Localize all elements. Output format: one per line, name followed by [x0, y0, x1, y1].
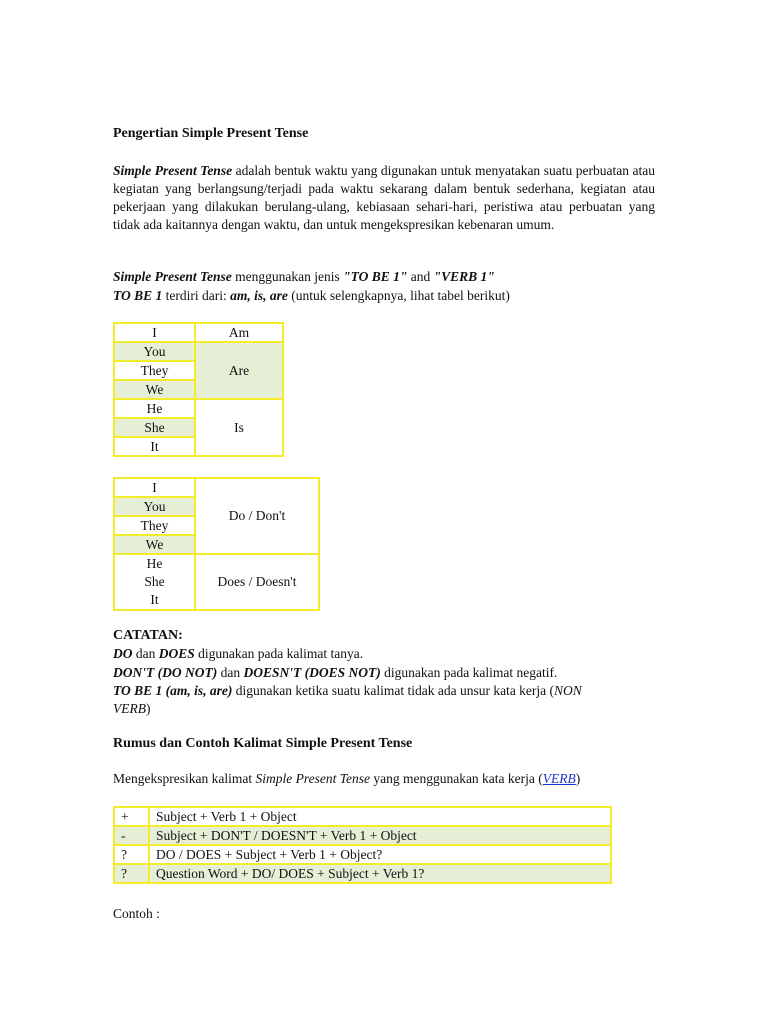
- tobe-mid: terdiri dari:: [162, 288, 231, 303]
- pronoun-it: It: [150, 592, 159, 607]
- to-be-table: [113, 322, 284, 457]
- uses-and: and: [407, 269, 434, 284]
- rumus-row-wh-question: [114, 864, 611, 883]
- rumus-formula: Question Word + DO/ DOES + Subject + Verb 1?: [149, 864, 611, 883]
- catatan-does: DOES: [158, 646, 195, 661]
- uses-tobe: "TO BE 1": [343, 269, 408, 284]
- rumus-row-question: [114, 845, 611, 864]
- pronoun-i: I: [114, 323, 195, 342]
- verb-link[interactable]: VERB: [542, 771, 576, 786]
- pronoun-they: They: [114, 361, 195, 380]
- catatan-l1-tail: digunakan pada kalimat tanya.: [194, 646, 364, 661]
- uses-line: [113, 268, 495, 286]
- catatan-dan: dan: [217, 665, 244, 680]
- pronoun-he: He: [146, 556, 163, 571]
- pronoun-you: You: [114, 342, 195, 361]
- rumus-formula: Subject + DON'T / DOESN'T + Verb 1 + Object: [149, 826, 611, 845]
- pronoun-he: He: [114, 399, 195, 418]
- pronoun-we: We: [114, 380, 195, 399]
- catatan-title: CATATAN:: [113, 628, 183, 643]
- catatan-do: DO: [113, 646, 133, 661]
- to-be-is: Is: [195, 399, 283, 456]
- tobe-tail: (untuk selengkapnya, lihat tabel berikut): [287, 288, 510, 303]
- heading-rumus: Rumus dan Contoh Kalimat Simple Present Tense: [113, 736, 413, 751]
- rumus-sign: ?: [114, 845, 149, 864]
- tobe-term: TO BE 1: [113, 288, 163, 303]
- express-c: ): [575, 771, 581, 786]
- pronoun-it: It: [114, 437, 195, 456]
- do-does-table: [113, 477, 320, 611]
- pronoun-she: She: [144, 574, 165, 589]
- tobe-forms: am, is, are: [230, 288, 288, 303]
- catatan-verb: VERB: [113, 701, 146, 716]
- pronoun-she: She: [114, 418, 195, 437]
- uses-term: Simple Present Tense: [113, 269, 232, 284]
- catatan-line-3: [113, 682, 655, 718]
- rumus-table: [113, 806, 612, 884]
- catatan-l2-tail: digunakan pada kalimat negatif.: [380, 665, 558, 680]
- to-be-are: Are: [195, 342, 283, 399]
- catatan-close: ): [146, 701, 151, 716]
- express-a: Mengekspresikan kalimat: [113, 771, 256, 786]
- catatan-doesnt: DOESN'T (DOES NOT): [243, 665, 381, 680]
- catatan-dont: DON'T (DO NOT): [113, 665, 218, 680]
- rumus-sign: -: [114, 826, 149, 845]
- rumus-formula: Subject + Verb 1 + Object: [149, 807, 611, 826]
- heading-pengertian: Pengertian Simple Present Tense: [113, 126, 309, 141]
- catatan-non: NON: [554, 683, 582, 698]
- do-dont: Do / Don't: [195, 478, 319, 554]
- catatan-line-2: [113, 664, 557, 682]
- catatan-tobe: TO BE 1 (am, is, are): [113, 683, 233, 698]
- pronoun-we: We: [114, 535, 195, 554]
- contoh-label: Contoh :: [113, 906, 160, 921]
- does-doesnt: Does / Doesn't: [195, 554, 319, 610]
- pronouns-he-she-it: [114, 554, 195, 610]
- rumus-formula: DO / DOES + Subject + Verb 1 + Object?: [149, 845, 611, 864]
- rumus-row-negative: [114, 826, 611, 845]
- pronoun-you: You: [114, 497, 195, 516]
- express-b: yang menggunakan kata kerja (: [369, 771, 543, 786]
- express-term: Simple Present Tense: [255, 771, 370, 786]
- uses-mid: menggunakan jenis: [231, 269, 344, 284]
- uses-verb: "VERB 1": [433, 269, 495, 284]
- intro-paragraph: [113, 162, 655, 234]
- rumus-sign: +: [114, 807, 149, 826]
- rumus-row-positive: [114, 807, 611, 826]
- catatan-dan: dan: [132, 646, 159, 661]
- catatan-l3-mid: digunakan ketika suatu kalimat tidak ada unsur kata kerja (: [232, 683, 555, 698]
- intro-term: Simple Present Tense: [113, 163, 233, 178]
- rumus-sign: ?: [114, 864, 149, 883]
- catatan-line-1: [113, 645, 363, 663]
- intro-text: adalah bentuk waktu yang digunakan untuk menyatakan suatu perbuatan atau kegiatan yang berlangsung/terjadi pada waktu sekarang dalam bentuk sederhana, kegiatan atau pekerjaan yang dilakukan berulang-ulang, kebiasaan sehari-hari, peristiwa atau perbuatan yang tidak ada kaitannya dengan waktu, dan untuk mengekspresikan kebenaran umum.: [113, 163, 655, 232]
- tobe-line: [113, 287, 510, 305]
- express-line: [113, 770, 580, 788]
- pronoun-they: They: [114, 516, 195, 535]
- pronoun-i: I: [114, 478, 195, 497]
- to-be-am: Am: [195, 323, 283, 342]
